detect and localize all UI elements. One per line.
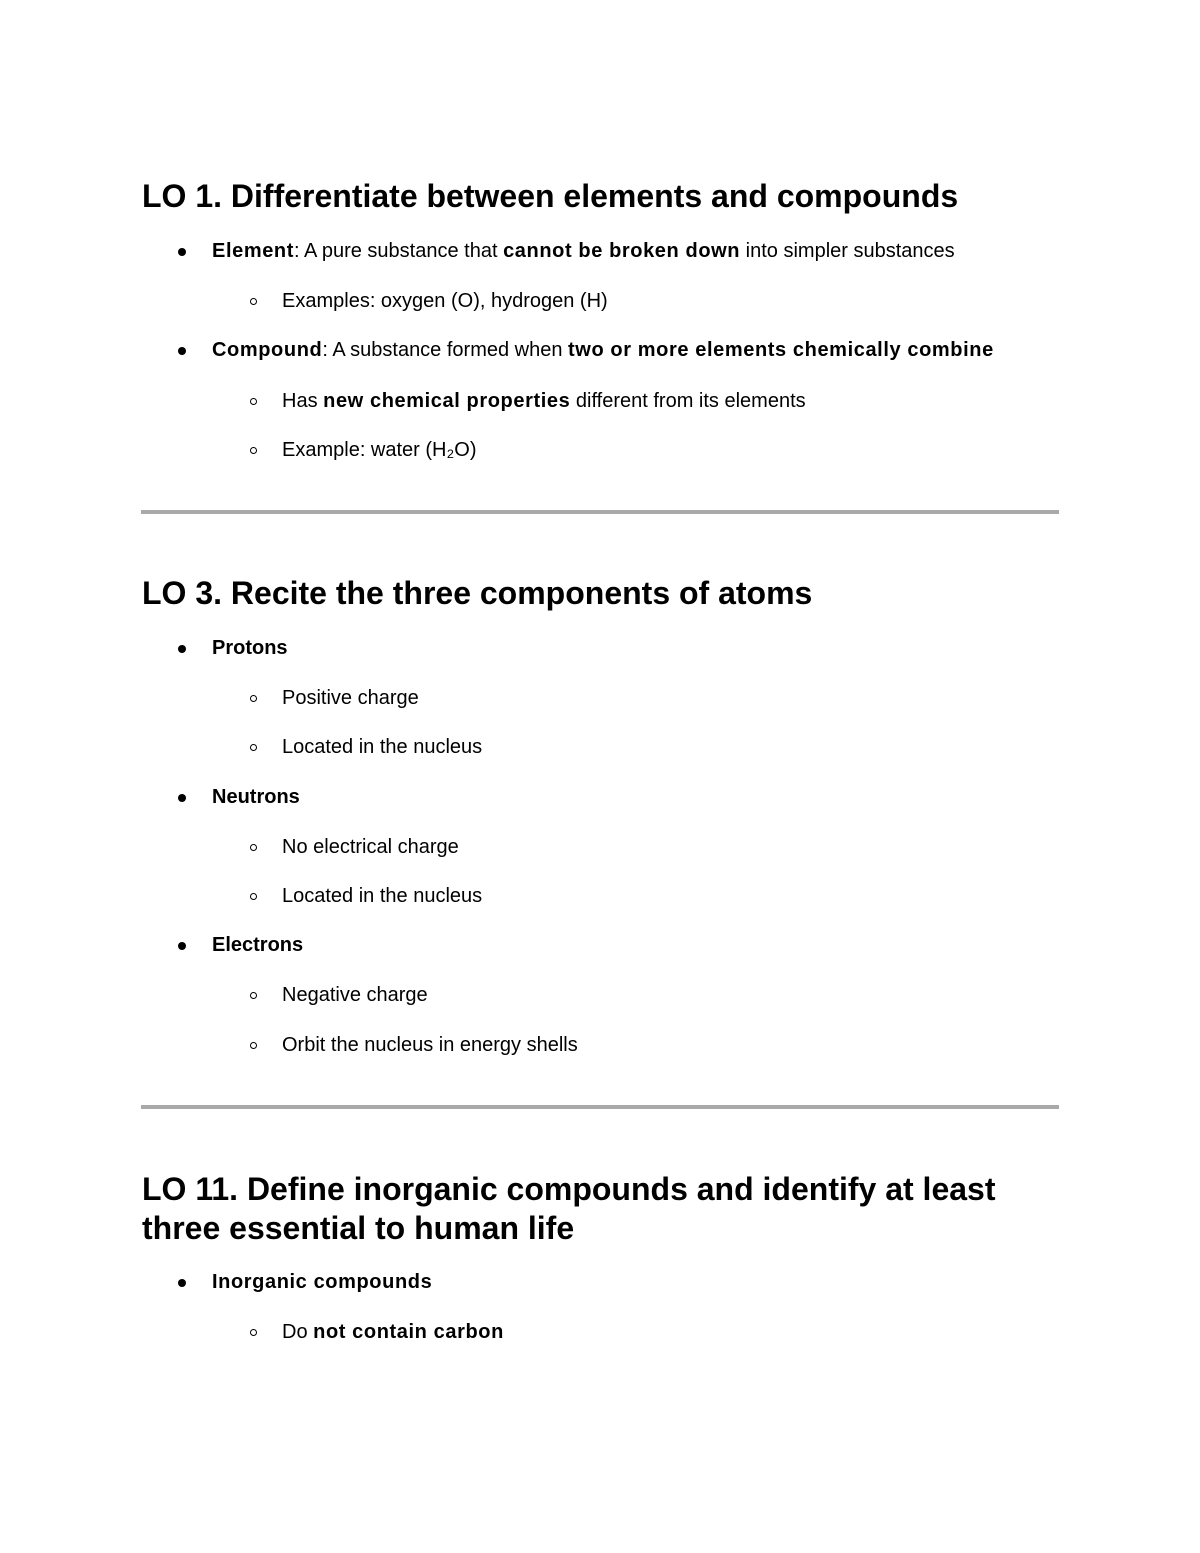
bullet-icon bbox=[178, 794, 186, 802]
list-item-electrons: Electrons bbox=[212, 934, 304, 956]
section-divider bbox=[141, 1105, 1059, 1109]
circle-bullet-icon bbox=[250, 298, 257, 305]
circle-bullet-icon bbox=[250, 1042, 257, 1049]
sub-item-no-charge: No electrical charge bbox=[282, 836, 459, 858]
sub-item-new-properties: Has new chemical properties different from its elements bbox=[282, 390, 806, 412]
sub-item-positive-charge: Positive charge bbox=[282, 687, 419, 709]
emphasis-two-or-more-elements: two or more elements chemically combine bbox=[568, 339, 994, 361]
list-item-element: Element: A pure substance that cannot be broken down into simpler substances bbox=[212, 240, 955, 262]
sub-item-protons-location: Located in the nucleus bbox=[282, 736, 483, 758]
circle-bullet-icon bbox=[250, 893, 257, 900]
circle-bullet-icon bbox=[250, 447, 257, 454]
circle-bullet-icon bbox=[250, 844, 257, 851]
sub-item-examples: Examples: oxygen (O), hydrogen (H) bbox=[282, 290, 608, 312]
circle-bullet-icon bbox=[250, 992, 257, 999]
section-heading-lo11: LO 11. Define inorganic compounds and identify at least three essential to human life bbox=[142, 1171, 996, 1246]
section-divider bbox=[141, 510, 1059, 514]
term-element: Element bbox=[212, 240, 295, 262]
sub-item-no-carbon: Do not contain carbon bbox=[282, 1321, 504, 1343]
sub-item-neutrons-location: Located in the nucleus bbox=[282, 885, 483, 907]
list-item-protons: Protons bbox=[212, 637, 288, 659]
circle-bullet-icon bbox=[250, 695, 257, 702]
bullet-icon bbox=[178, 645, 186, 653]
sub-item-orbit: Orbit the nucleus in energy shells bbox=[282, 1034, 578, 1056]
bullet-icon bbox=[178, 942, 186, 950]
emphasis-cannot-be-broken-down: cannot be broken down bbox=[503, 240, 741, 262]
term-compound: Compound bbox=[212, 339, 323, 361]
circle-bullet-icon bbox=[250, 1329, 257, 1336]
bullet-icon bbox=[178, 1279, 186, 1287]
sub-item-water: Example: water (H₂O) bbox=[282, 439, 477, 461]
section-heading-lo1: LO 1. Differentiate between elements and compounds bbox=[142, 178, 959, 214]
list-item-compound: Compound: A substance formed when two or more elements chemically combine bbox=[212, 339, 994, 361]
section-heading-lo3: LO 3. Recite the three components of atoms bbox=[142, 575, 813, 611]
bullet-icon bbox=[178, 347, 186, 355]
circle-bullet-icon bbox=[250, 744, 257, 751]
sub-item-negative-charge: Negative charge bbox=[282, 984, 428, 1006]
bullet-icon bbox=[178, 248, 186, 256]
circle-bullet-icon bbox=[250, 398, 257, 405]
list-item-inorganic-compounds: Inorganic compounds bbox=[212, 1271, 433, 1293]
list-item-neutrons: Neutrons bbox=[212, 786, 300, 808]
